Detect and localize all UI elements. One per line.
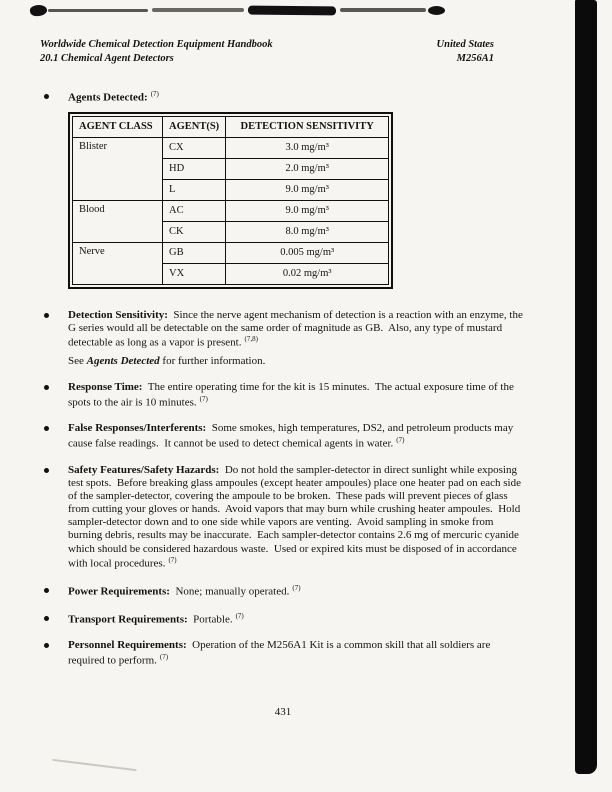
item-text: None; manually operated. bbox=[169, 585, 290, 598]
item-label: Response Time: bbox=[68, 381, 143, 394]
agents-table-frame bbox=[68, 112, 393, 289]
item-label: Personnel Requirements: bbox=[68, 639, 187, 652]
header-right bbox=[437, 38, 494, 65]
table-cell-agent: CX bbox=[163, 137, 226, 158]
item-paragraph bbox=[68, 381, 526, 409]
list-item-safety-hazards bbox=[40, 464, 526, 571]
list-item-false-responses bbox=[40, 422, 526, 450]
list-item-power-requirements bbox=[40, 584, 526, 599]
list-item-personnel-requirements bbox=[40, 639, 526, 667]
model-label: M256A1 bbox=[456, 52, 494, 64]
section-title: 20.1 Chemical Agent Detectors bbox=[40, 52, 174, 64]
footnote-ref: (7) bbox=[396, 435, 405, 444]
item-body bbox=[68, 464, 526, 571]
bullet-icon bbox=[44, 426, 49, 431]
footnote-ref: (7) bbox=[235, 611, 244, 620]
item-paragraph bbox=[68, 612, 526, 627]
bullet-icon bbox=[44, 588, 49, 593]
item-paragraph bbox=[68, 464, 526, 571]
item-body bbox=[68, 422, 526, 450]
item-body bbox=[68, 309, 526, 368]
item-body bbox=[68, 612, 526, 627]
country-label: United States bbox=[436, 39, 494, 50]
table-row bbox=[73, 200, 389, 221]
table-cell-sensitivity: 9.0 mg/m³ bbox=[226, 200, 389, 221]
item-paragraph bbox=[68, 422, 526, 450]
agents-table bbox=[72, 116, 389, 285]
table-header-sensitivity: DETECTION SENSITIVITY bbox=[226, 116, 389, 137]
page-number: 431 bbox=[274, 706, 292, 718]
item-label: Detection Sensitivity: bbox=[68, 309, 168, 322]
item-body bbox=[68, 584, 526, 599]
table-cell-agent: HD bbox=[163, 158, 226, 179]
item-body bbox=[68, 639, 526, 667]
scan-artifact-right-bar bbox=[575, 0, 597, 774]
item-paragraph bbox=[68, 639, 526, 667]
table-row bbox=[73, 137, 389, 158]
bullet-icon bbox=[44, 643, 49, 648]
list-item-transport-requirements bbox=[40, 612, 526, 627]
note-text: for further information. bbox=[159, 355, 266, 368]
item-paragraph bbox=[68, 584, 526, 599]
table-header-agent-class: AGENT CLASS bbox=[73, 116, 163, 137]
footnote-ref: (7) bbox=[199, 394, 208, 403]
item-heading bbox=[68, 90, 526, 105]
note-text: See bbox=[68, 355, 87, 368]
footnote-ref: (7) bbox=[168, 555, 177, 564]
bullet-icon bbox=[44, 313, 49, 318]
list-item-agents-detected bbox=[40, 90, 526, 296]
item-text: Some smokes, high temperatures, DS2, and petroleum products may cause false readings. It cannot be used to detect chemical agents in water. bbox=[68, 422, 516, 450]
footnote-ref: (7,8) bbox=[244, 335, 258, 344]
scan-artifact-blob bbox=[428, 6, 445, 15]
footnote-ref: (7) bbox=[159, 652, 169, 661]
item-text: Portable. bbox=[187, 613, 233, 626]
list-item-response-time bbox=[40, 381, 526, 409]
item-text: Do not hold the sampler-detector in direct sunlight while exposing test spots. Before breaking glass ampoules (except heater ampoules) place one heater pad on each side of the sampler-detector, covering the ampoule to be broken. These pads will prevent pieces of glass from cutting your gloves or hands. Avoid vapors that may burn while crushing heater ampoules. Hold sampler-detector down and to one side while vapors are venting. Avoid sampling in smoke from burning debris, results may be inaccurate. Each sampler-detector contains 2.6 mg of mercuric cyanide which should be considered hazardous waste. Used or expired kits must be disposed of in accordance with local procedures. bbox=[68, 463, 524, 570]
bullet-icon bbox=[44, 468, 49, 473]
page-header bbox=[40, 38, 494, 65]
see-also-note bbox=[68, 355, 526, 368]
scan-artifact-blob bbox=[29, 4, 47, 17]
table-cell-agent: GB bbox=[163, 242, 226, 263]
note-reference-title: Agents Detected bbox=[86, 355, 160, 368]
table-cell-agent-class: Blister bbox=[73, 137, 163, 200]
table-cell-sensitivity: 0.005 mg/m³ bbox=[226, 242, 389, 263]
table-cell-agent-class: Blood bbox=[73, 200, 163, 242]
item-label: Transport Requirements: bbox=[68, 613, 188, 626]
table-cell-agent: L bbox=[163, 179, 226, 200]
table-cell-sensitivity: 9.0 mg/m³ bbox=[226, 179, 389, 200]
table-cell-sensitivity: 0.02 mg/m³ bbox=[226, 263, 389, 284]
bullet-icon bbox=[44, 94, 49, 99]
table-cell-agent: AC bbox=[163, 200, 226, 221]
item-text: Since the nerve agent mechanism of detection is a reaction with an enzyme, the G series would all be detectable on the same order of magnitude as GB. Also, any type of mustard detectable as long as a vapor is present. bbox=[68, 309, 526, 350]
scan-artifact-bottom-streak bbox=[52, 759, 137, 771]
footnote-ref: (7) bbox=[150, 90, 159, 98]
header-left bbox=[40, 38, 273, 65]
scan-artifact-blob bbox=[248, 6, 336, 16]
handbook-title: Worldwide Chemical Detection Equipment Handbook bbox=[40, 39, 273, 50]
footnote-ref: (7) bbox=[292, 583, 301, 592]
table-cell-sensitivity: 8.0 mg/m³ bbox=[226, 221, 389, 242]
table-cell-agent: VX bbox=[163, 263, 226, 284]
table-header-row bbox=[73, 116, 389, 137]
main-content bbox=[40, 90, 526, 680]
table-cell-agent: CK bbox=[163, 221, 226, 242]
scan-artifact-streak bbox=[48, 9, 148, 12]
bullet-icon bbox=[44, 616, 49, 621]
item-body bbox=[68, 381, 526, 409]
table-cell-sensitivity: 2.0 mg/m³ bbox=[226, 158, 389, 179]
item-body bbox=[68, 90, 526, 296]
item-label: False Responses/Interferents: bbox=[68, 422, 207, 435]
table-header-agents: AGENT(S) bbox=[163, 116, 226, 137]
scan-artifact-streak bbox=[340, 8, 426, 12]
bullet-icon bbox=[44, 385, 49, 390]
table-cell-agent-class: Nerve bbox=[73, 242, 163, 284]
page-footer bbox=[40, 706, 526, 718]
item-label: Safety Features/Safety Hazards: bbox=[68, 463, 220, 476]
item-text: The entire operating time for the kit is 15 minutes. The actual exposure time of the spots to the air is 10 minutes. bbox=[68, 381, 517, 409]
item-text: Operation of the M256A1 Kit is a common skill that all soldiers are required to perform. bbox=[68, 639, 494, 667]
item-paragraph bbox=[68, 309, 526, 350]
list-item-detection-sensitivity bbox=[40, 309, 526, 368]
scan-artifact-streak bbox=[152, 8, 244, 12]
item-label: Agents Detected: bbox=[68, 91, 148, 104]
table-row bbox=[73, 242, 389, 263]
item-label: Power Requirements: bbox=[68, 585, 170, 598]
table-cell-sensitivity: 3.0 mg/m³ bbox=[226, 137, 389, 158]
